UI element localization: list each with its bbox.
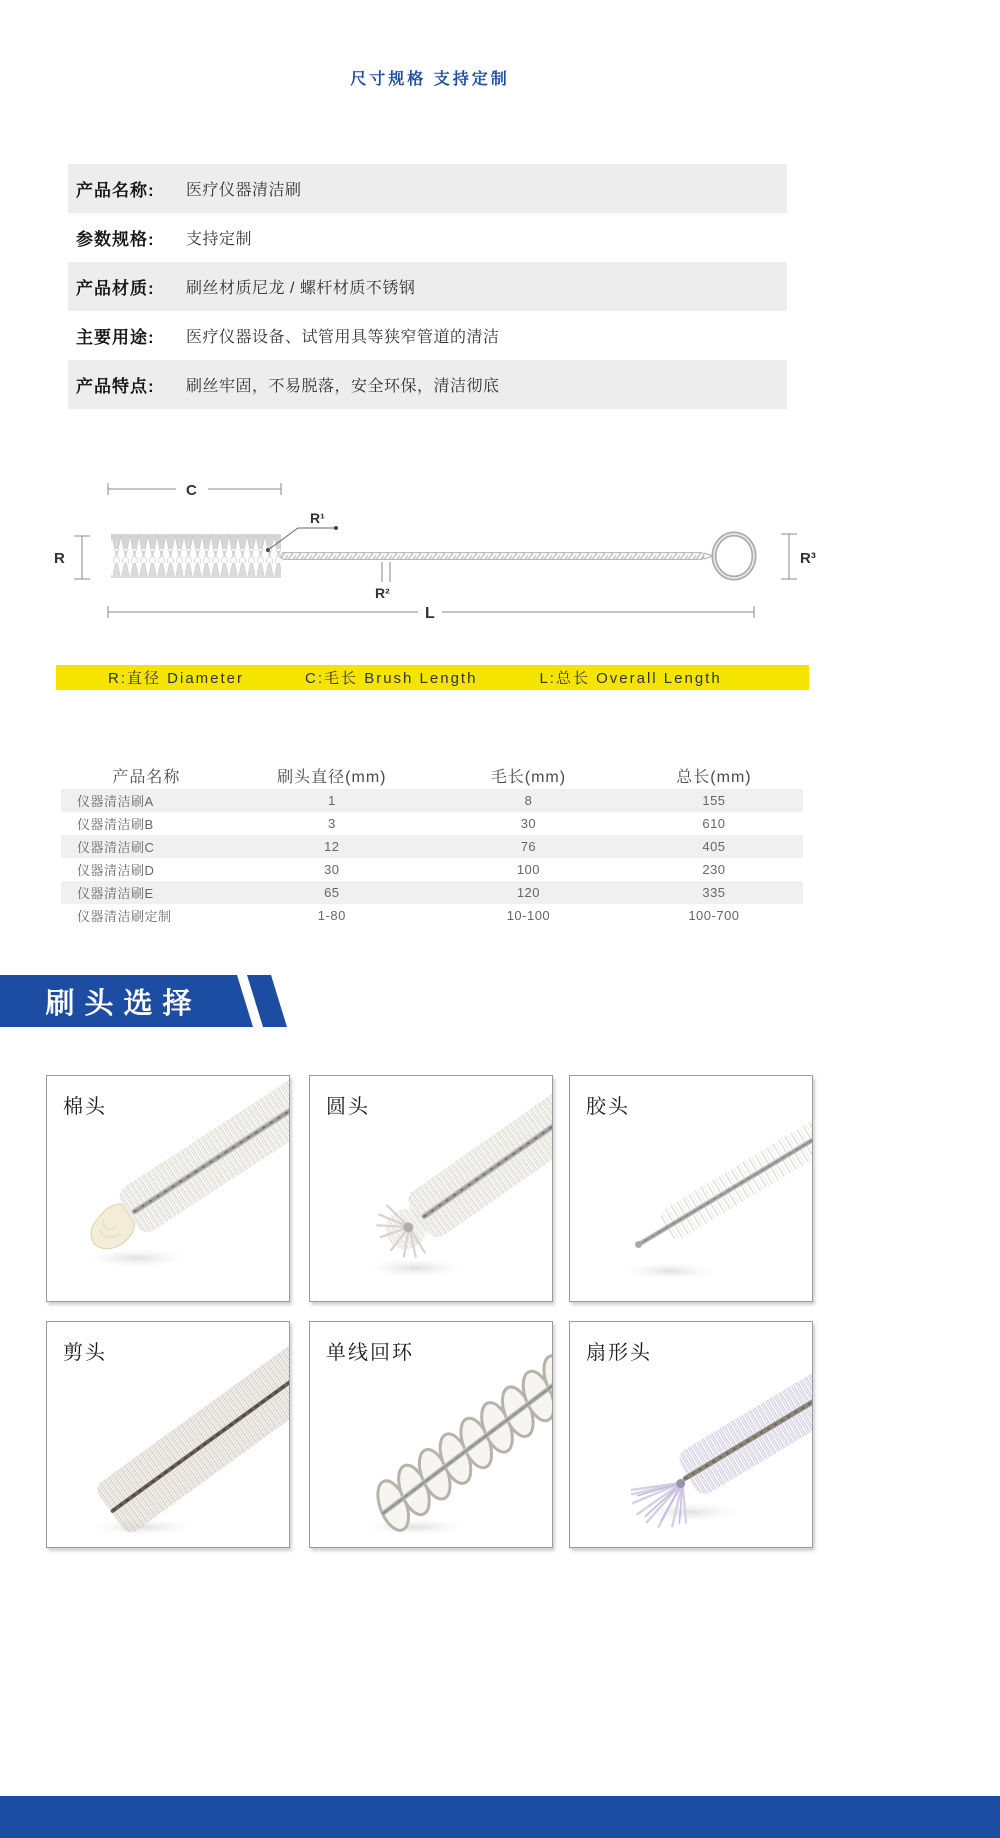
brush-cell-label: 圆头 [326,1096,370,1118]
table-cell: 120 [516,885,541,900]
spec-label: 主要用途: [76,328,155,347]
brush-dimension-diagram [40,470,820,650]
header-product-name: 产品名称 [112,769,181,786]
table-row [61,904,803,927]
brush-cell-label: 棉头 [63,1096,107,1118]
dim-label-r1: R¹ [310,510,325,526]
brush-cell-single-wire-loop [309,1321,553,1548]
spec-value: 支持定制 [186,231,253,248]
table-cell: 76 [520,839,537,854]
spec-row [68,213,787,262]
spec-label: 产品材质: [76,279,155,298]
table-cell: 100 [516,862,541,877]
twisted-shaft [281,553,704,560]
table-cell: 12 [324,839,340,854]
table-cell: 100-700 [688,908,740,923]
table-cell: 3 [327,816,336,831]
brush-cell-cotton-head [46,1075,290,1302]
table-cell: 仪器清洁刷A [77,794,154,809]
brush-cell-label: 扇形头 [586,1342,652,1364]
table-header-row [61,762,803,789]
legend-item-overall-length: L:总长 Overall Length [539,670,722,687]
spec-row [68,262,787,311]
header-overall-length: 总长(mm) [676,769,752,786]
brush-cell-cut-head [46,1321,290,1548]
legend-item-diameter: R:直径 Diameter [108,670,245,687]
table-cell: 8 [524,793,533,808]
header-brush-length: 毛长(mm) [490,769,567,786]
brush-cell-label: 胶头 [586,1096,630,1118]
spec-row [68,360,787,409]
size-table [61,762,803,927]
table-cell: 1 [327,793,336,808]
spec-row [68,311,787,360]
dim-label-r3: R³ [800,550,816,567]
banner-slash-decoration [247,975,289,1027]
brush-cell-label: 剪头 [63,1342,107,1364]
dim-label-r2: R² [375,585,390,601]
footer-bar [0,1796,1000,1838]
table-cell: 155 [702,793,726,808]
table-cell: 30 [520,816,537,831]
spec-row [68,164,787,213]
table-cell: 仪器清洁刷E [77,886,154,901]
table-cell: 1-80 [317,908,346,923]
table-row [61,835,803,858]
table-cell: 610 [702,816,726,831]
spec-value: 医疗仪器设备、试管用具等狭窄管道的清洁 [186,329,500,346]
spec-value: 刷丝材质尼龙 / 螺杆材质不锈钢 [186,280,416,297]
spec-value: 医疗仪器清洁刷 [186,182,302,199]
brush-cell-label: 单线回环 [326,1342,414,1364]
dim-label-l: L [425,605,435,622]
table-cell: 230 [702,862,726,877]
table-cell: 仪器清洁刷D [77,863,155,878]
table-cell: 335 [702,885,726,900]
spec-label: 产品名称: [76,181,155,200]
section-banner [0,975,300,1027]
spec-list [68,164,787,409]
dim-label-c: C [186,482,197,499]
table-cell: 仪器清洁刷B [77,817,154,832]
spec-label: 产品特点: [76,377,155,396]
legend-bar [56,665,809,690]
table-cell: 仪器清洁刷定制 [77,909,172,924]
table-cell: 405 [702,839,726,854]
spec-label: 参数规格: [76,230,155,249]
table-cell: 65 [324,885,340,900]
table-cell: 10-100 [506,908,551,923]
table-cell: 仪器清洁刷C [77,840,155,855]
header-head-diameter: 刷头直径(mm) [277,769,387,786]
table-cell: 30 [324,862,340,877]
brush-cell-fan-head [569,1321,813,1548]
brush-cell-round-head [309,1075,553,1302]
table-row [61,858,803,881]
page-title: 尺寸规格 支持定制 [350,71,510,88]
section-title: 刷头选择 [45,987,202,1020]
spec-value: 刷丝牢固，不易脱落，安全环保，清洁彻底 [186,378,500,395]
table-row [61,812,803,835]
table-row [61,881,803,904]
table-row [61,789,803,812]
dim-label-r: R [54,550,65,567]
brush-cell-rubber-head [569,1075,813,1302]
legend-item-brush-length: C:毛长 Brush Length [305,670,478,687]
